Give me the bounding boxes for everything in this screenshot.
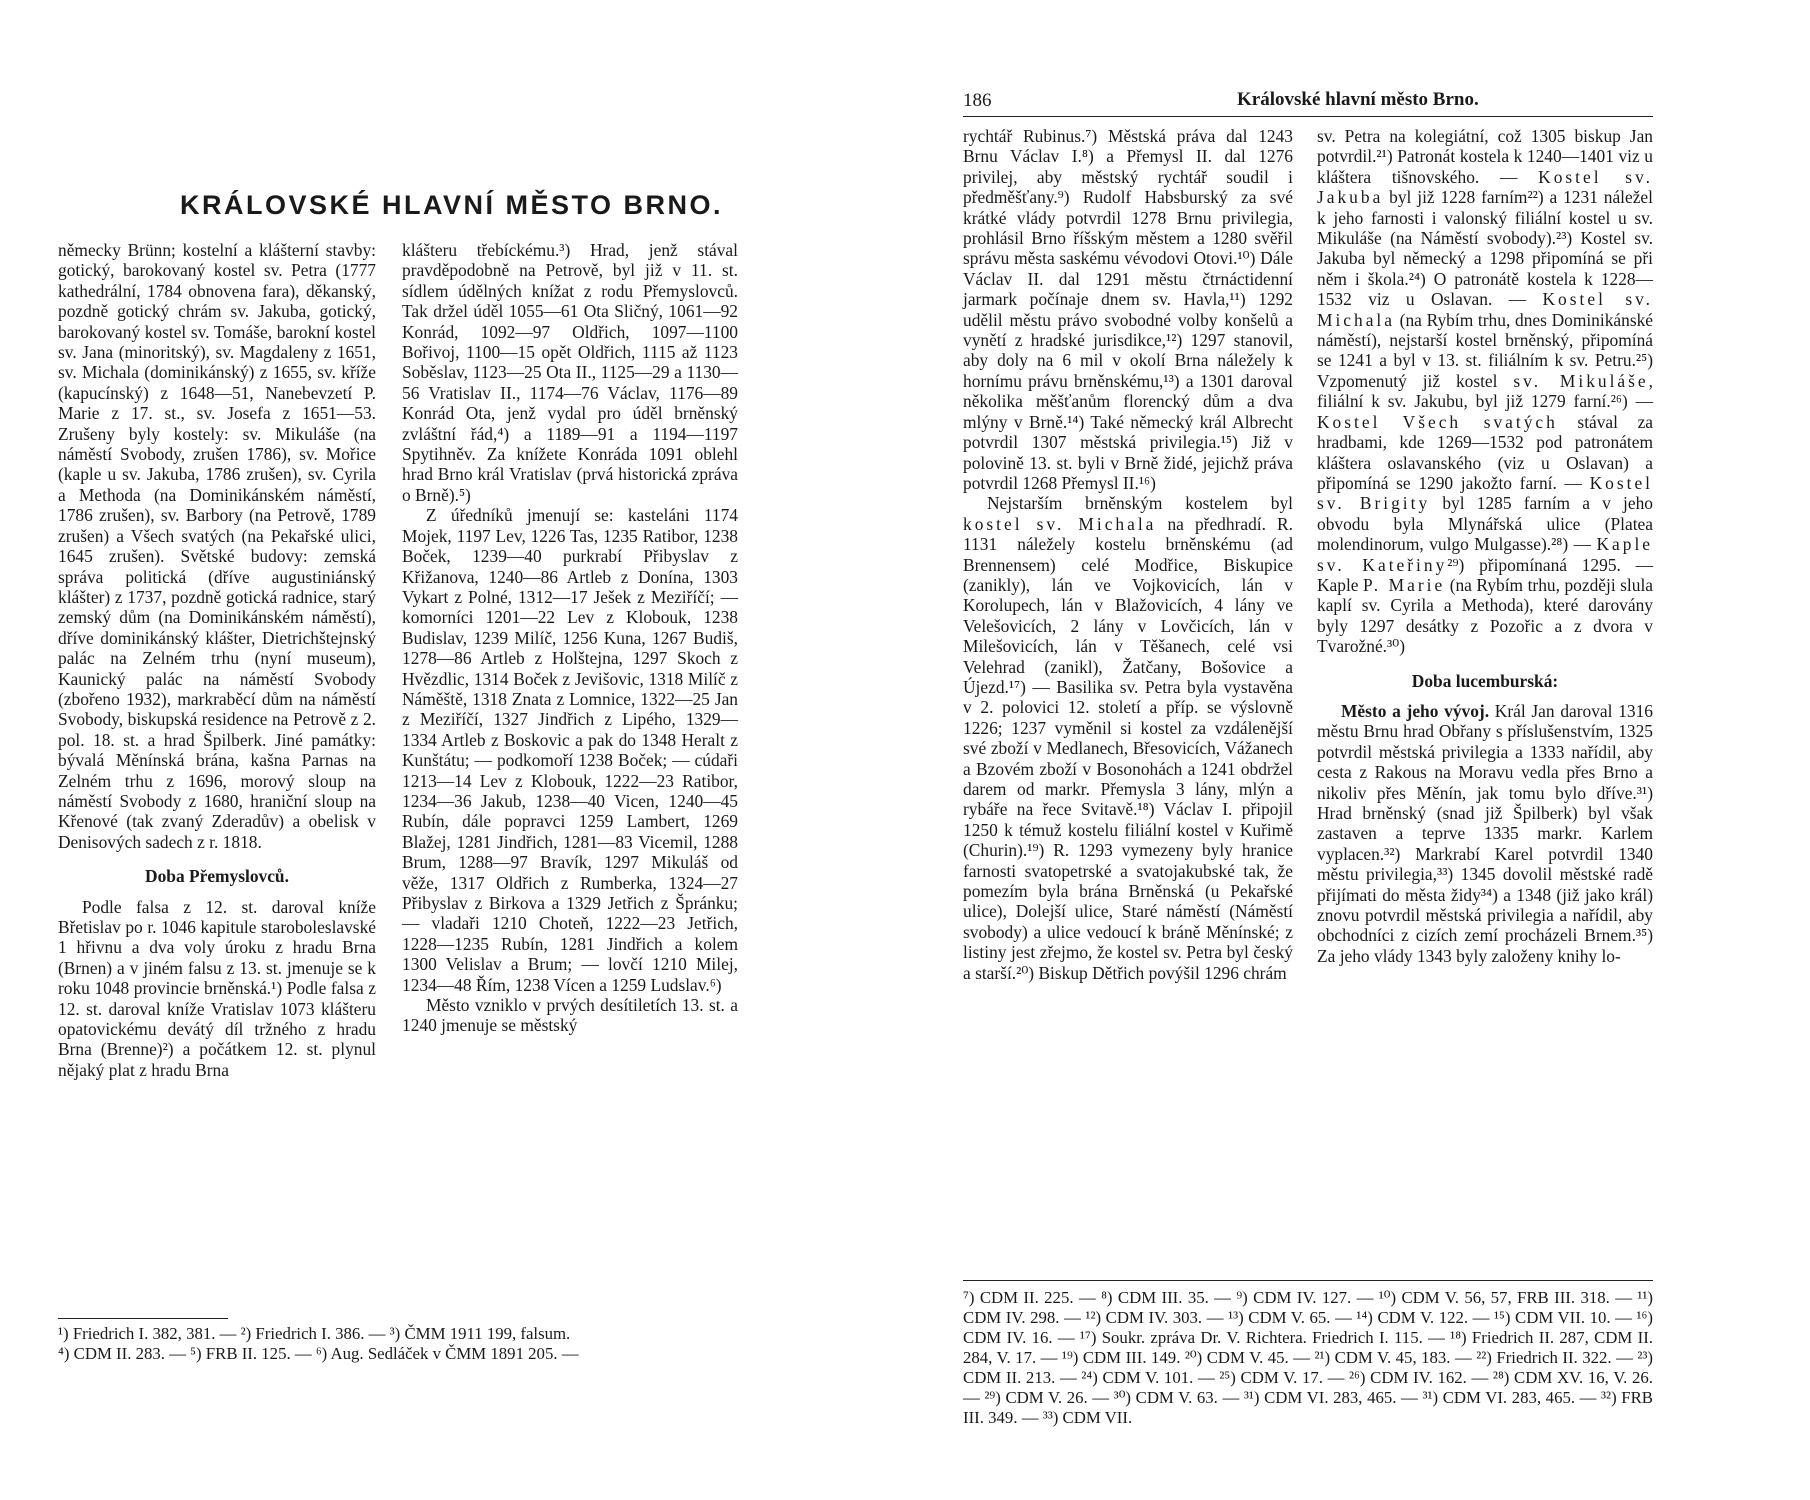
footnote-block: ⁷) CDM II. 225. — ⁸) CDM III. 35. — ⁹) CDM IV. 127. — ¹⁰) CDM V. 56, 57, FRB III. 318. — ¹¹) CDM IV. 298. — ¹²) CDM IV. 303. — ¹³) CDM V. 65. — ¹⁴) CDM V. 122. — ¹⁵) CDM VII. 10. — ¹⁶) CDM IV. 16. — ¹⁷) Soukr. zpráva Dr. V. Richtera. Friedrich I. 115. — ¹⁸) Friedrich II. 287, CDM II. 284, V. 17. — ¹⁹) CDM III. 149. ²⁰) CDM V. 45. — ²¹) CDM V. 45, 183. — ²²) Friedrich II. 322. — ²³) CDM II. 213. — ²⁴) CDM V. 101. — ²⁵) CDM V. 17. — ²⁶) CDM IV. 162. — ²⁸) CDM XV. 16, V. 26. — ²⁹) CDM V. 26. — ³⁰) CDM V. 63. — ³¹) CDM VI. 283, 465. — ³¹) CDM VI. 283, 465. — ³²) FRB III. 349. — ³³) CDM VII. (963, 1288, 1653, 1427)
footnote-line: ¹) Friedrich I. 382, 381. — ²) Friedrich I. 386. — ³) ČMM 1911 199, falsum. (58, 1324, 571, 1343)
text-run: ²⁹) připomínaná 1295. — Kaple (1317, 554, 1654, 595)
footnote-line: ⁴) CDM II. 283. — ⁵) FRB II. 125. — ⁶) Aug. Sedláček v ČMM 1891 205. — (58, 1344, 579, 1363)
left-column-1 (58, 240, 376, 1080)
text-run: (na Rybím trhu, dnes Dominikánské náměstí), nejstarší kostel brněnský, připomíná se 1241 a byl v 13. st. filiálním k sv. Petru.²⁵) Vzpomenutý již kostel (1317, 309, 1653, 391)
text-run: stával za hradbami, kde 1269—1532 pod patronátem kláštera oslavanského (viz u Oslavan) a připomíná se 1290 jakožto farní. — (1317, 411, 1654, 493)
running-title: Královské hlavní město Brno. (1237, 89, 1479, 110)
text-run: na předhradí. R. 1131 náležely kostelu brněnskému (ad Brennensem) celé Modřice, Biskupice (zanikly), lán ve Vojkovicích, lán v Korolupech, lán v Blažovicích, 4 lány ve Velešovicích, 2 lány v Lovčicích, lán v Milešovicích, lán v Těšanech, celé vsi Velehrad (zanikl), Žatčany, Bošovice a Újezd.¹⁷) — Basilika sv. Petra byla vystavěna v 2. polovici 12. století a příp. se výslovně 1226; 1237 vyměnil si kostel za vzdálenější své zboží v Medlanech, Břesovicích, Vážanech a Bzovém zboží v Bosonohách a 1241 obdržel darem od markr. Přemysla 3 lány, mlýn a rybáře na řece Svitavě.¹⁸) Václav I. připojil 1250 k témuž kostelu filiální kostel v Kuřimě (Churin).¹⁹) R. 1293 vymezeny byly hranice farnosti svatopetrské a svatojakubské tak, že pomezím byla brána Brněnská (u Pekařské ulice), Dolejší ulice, Staré náměstí (Náměstí svobody) a ulice vedoucí k bráně Měnínské; z listiny jest zřejmo, že kostel sv. Petra byl český a starší.²⁰) Biskup Dětřich povýšil 1296 chrám (963, 513, 1293, 983)
right-footnotes (963, 1288, 1653, 1428)
spaced-text: Kostel sv. Jakuba (1317, 166, 1653, 208)
text-run: byl 1285 farním a v jeho obvodu byla Mlynářská ulice (Platea molendinorum, vulgo Mulgasse).²⁸) — (1317, 493, 1653, 555)
text-run: , filiální k sv. Jakubu, byl již 1279 farní.²⁶) — (1317, 370, 1653, 412)
spaced-text: P. Marie (1363, 574, 1446, 595)
text-run: Nejstarším brněnským kostelem byl (987, 493, 1293, 514)
section-heading-luxembourg: Doba lucemburská: (1411, 670, 1559, 691)
right-column-2 (1317, 126, 1653, 966)
paragraph-parish-churches (1317, 126, 1653, 657)
paragraph-town-rights: rychtář Rubinus.⁷) Městská práva dal 1243 Brnu Václav I.⁸) a Přemysl II. dal 1276 privilej, aby městský rychtář soudil i předměšťany.⁹) Rudolf Habsburský za své krátké vlády potvrdil 1278 Brnu privilegia, prohlásil Brno říšským městem a 1280 svěřil správu města saskému vévodovi Otovi.¹⁰) Dále Václav II. dal 1291 městu čtrnáctidenní jarmark počínaje dnem sv. Havla,¹¹) 1292 udělil městu právo svobodné volby konšelů a vynětí z hradské jurisdikce,¹²) 1297 stanovil, aby doly na 6 mil v okolí Brna náležely k hornímu právu brněnskému,¹³) a 1301 daroval několika měšťanům florencký dům a dva mlýny v Brně.¹⁴) Také německý král Albrecht potvrdil 1307 městská privilegia.¹⁵) Již v polovině 13. st. byli v Brně židé, jejichž práva potvrdil 1268 Přemysl II.¹⁶) (963, 126, 1293, 493)
footnote-rule (58, 1318, 228, 1319)
text-run: Král Jan daroval 1316 městu Brnu hrad Obřany s příslušenstvím, 1325 potvrdil městská privilegia a 1333 nařídil, aby cesta z Rakous na Moravu vedla přes Brno a nikoliv přes Měnín, jak tomu bylo dříve.³¹) Hrad brněnský (snad již Špilberk) byl však zastaven a teprve 1335 markr. Karlem vyplacen.³²) Markrabí Karel potvrdil 1340 městu privilegia,³³) 1345 dovolil městské radě přijímati do města židy³⁴) a 1348 (již jako král) znovu potvrdil městská privilegia a nařídil, aby obchodníci z cizích zemí procházeli Brnem.³⁵) Za jeho vlády 1343 byly založeny knihy lo- (1317, 700, 1653, 966)
paragraph-town-origin: Město vzniklo v prvých desítiletích 13. st. a 1240 jmenuje se městský (402, 995, 738, 1036)
spaced-text: Kaple sv. Kateřiny (1317, 534, 1653, 575)
paragraph-churches (963, 493, 1293, 983)
text-run: (na Rybím trhu, později slula kaplí sv. Cyrila a Methoda), které darovány byly 1297 desátky z Pozořic a z dvora v Tvarožné.³⁰) (1317, 574, 1654, 657)
paragraph-officials: Z úředníků jmenují se: kasteláni 1174 Mojek, 1197 Lev, 1226 Tas, 1235 Ratibor, 1238 Boček, 1239—40 purkrabí Přibyslav z Křižanova, 1240—86 Artleb z Donína, 1303 Vykart z Polné, 1312—17 Ješek z Meziříčí; — komorníci 1201—22 Lev z Klobouk, 1238 Budislav, 1239 Milíč, 1256 Kuna, 1267 Budiš, 1278—86 Artleb z Holštejna, 1297 Skoch z Hvězdlic, 1314 Boček z Jevišovic, 1318 Milíč z Náměště, 1318 Znata z Lomnice, 1322—25 Jan z Meziříčí, 1327 Jindřich z Lipého, 1329—1334 Artleb z Boskovic a pak do 1348 Heralt z Kunštátu; — podkomoří 1238 Boček; — cúdaři 1213—14 Lev z Klobouk, 1222—23 Ratibor, 1234—36 Jakub, 1238—40 Vicen, 1240—45 Rubín, dále popravci 1259 Lambert, 1269 Blažej, 1281 Jindřich, 1281—83 Vicemil, 1288 Brum, 1288—97 Bravík, 1297 Mikuláš od věže, 1317 Oldřich z Rumberka, 1324—27 Přibyslav z Birkova a 1329 Jetřich z Špránku; — vladaři 1210 Choteň, 1222—23 Jetřich, 1228—1235 Rubín, 1281 Jindřich a kolem 1300 Velislav a Brum; — lovčí 1210 Milej, 1234—48 Řím, 1238 Vícen a 1259 Ludslav.⁶) (402, 505, 738, 995)
header-rule (963, 116, 1653, 117)
left-footnotes (58, 1324, 748, 1364)
footnote-rule (963, 1280, 1653, 1281)
spaced-text: kostel sv. Michala (963, 513, 1157, 534)
spaced-text: Kostel Všech svatých (1317, 411, 1558, 432)
paragraph-premyslid-era: Podle falsa z 12. st. daroval kníže Břetislav po r. 1046 kapitule staroboleslavské 1 hřivnu a dva voly úroku z hradu Brna (Brnen) a v jiném falsu z 13. st. jmenuje se k roku 1048 provincie brněnská.¹) Podle falsa z 12. st. daroval kníže Vratislav 1073 klášteru opatovickému devátý díl tržného z hradu Brna (Brenne)²) a počátkem 12. st. plynul nějaký plat z hradu Brna (58, 896, 376, 1080)
spaced-text: Kostel sv. Michala (1317, 289, 1653, 330)
right-page (905, 0, 1810, 1500)
page-number: 186 (963, 90, 992, 111)
page-title: KRÁLOVSKÉ HLAVNÍ MĚSTO BRNO. (180, 190, 724, 220)
spaced-text: sv. Mikuláše (1513, 370, 1649, 391)
paragraph-castle: klášteru třebíckému.³) Hrad, jenž stával pravděpodobně na Petrově, byl již v 11. st. sídlem údělných knížat z rodu Přemyslovců. Tak držel úděl 1055—61 Ota Sličný, 1061—92 Konrád, 1092—97 Oldřich, 1097—1100 Bořivoj, 1100—15 opět Oldřich, 1115 až 1123 Soběslav, 1123—25 Ota II., 1125—29 a 1130—56 Vratislav II., 1174—76 Václav, 1176—89 Konrád Ota, jenž vydal pro úděl brněnský zvláštní řád,⁴) a 1189—91 a 1194—1197 Spytihněv. Za knížete Konráda 1091 oblehl hrad Brno král Vratislav (prvá historická zpráva o Brně).⁵) (402, 240, 738, 505)
left-column-2 (402, 240, 738, 1036)
section-heading-premyslid: Doba Přemyslovců. (145, 866, 289, 887)
run-in-heading: Město a jeho vývoj. (1341, 700, 1490, 721)
paragraph-town-development (1317, 701, 1653, 966)
spaced-text: Kostel sv. Brigity (1317, 472, 1653, 514)
text-run: byl již 1228 farním²²) a 1231 náležel k jeho farnosti i valonský filiální kostel u sv. Mikuláše (na Náměstí svobody).²³) Kostel sv. Jakuba byl německý a 1298 připomíná se při něm i škola.²⁴) O patronátě kostela k 1228—1532 viz u Oslavan. — (1317, 187, 1653, 310)
paragraph-monuments: německy Brünn; kostelní a klášterní stavby: gotický, barokovaný kostel sv. Petra (1777 kathedrální, 1784 obnovena fara), děkanský, pozdně gotický chrám sv. Jakuba, gotický, barokovaný kostel sv. Tomáše, barokní kostel sv. Jana (minoritský), sv. Magdaleny z 1651, sv. Michala (dominikánský) z 1655, sv. kříže (kapucínský) z 1648—51, Nanebevzetí P. Marie z 17. st., sv. Josefa z 1651—53. Zrušeny byly kostely: sv. Mikuláše (na náměstí Svobody, zrušen 1786), sv. Mořice (kaple u sv. Jakuba, 1786 zrušen), sv. Cyrila a Methoda (na Dominikánském náměstí, 1786 zrušen), sv. Barbory (na Petrově, 1789 zrušen) a Všech svatých (na Pekařské ulici, 1645 zrušen). Světské budovy: zemská správa politická (dříve augustiniánský klášter) z 1737, pozdně gotická radnice, starý zemský dům (na Dominikánském náměstí), dříve dominikánský klášter, Dietrichštejnský palác na Zelném trhu (nyní museum), Kaunický palác na náměstí Svobody (zbořeno 1932), markraběcí dům na náměstí Svobody, biskupská residence na Petrově z 2. pol. 18. st. a hrad Špilberk. Jiné památky: bývalá Měnínská brána, kašna Parnas na Zelném trhu z 1696, morový sloup na náměstí Svobody z 1680, hraniční sloup na Křenové (tak zvaný Zderadův) a obelisk v Denisových sadech z r. 1818. (58, 240, 376, 852)
right-column-1 (963, 126, 1293, 983)
text-run: sv. Petra na kolegiátní, což 1305 biskup Jan potvrdil.²¹) Patronát kostela k 1240—1401 viz u kláštera tišnovského. — (1317, 126, 1653, 187)
